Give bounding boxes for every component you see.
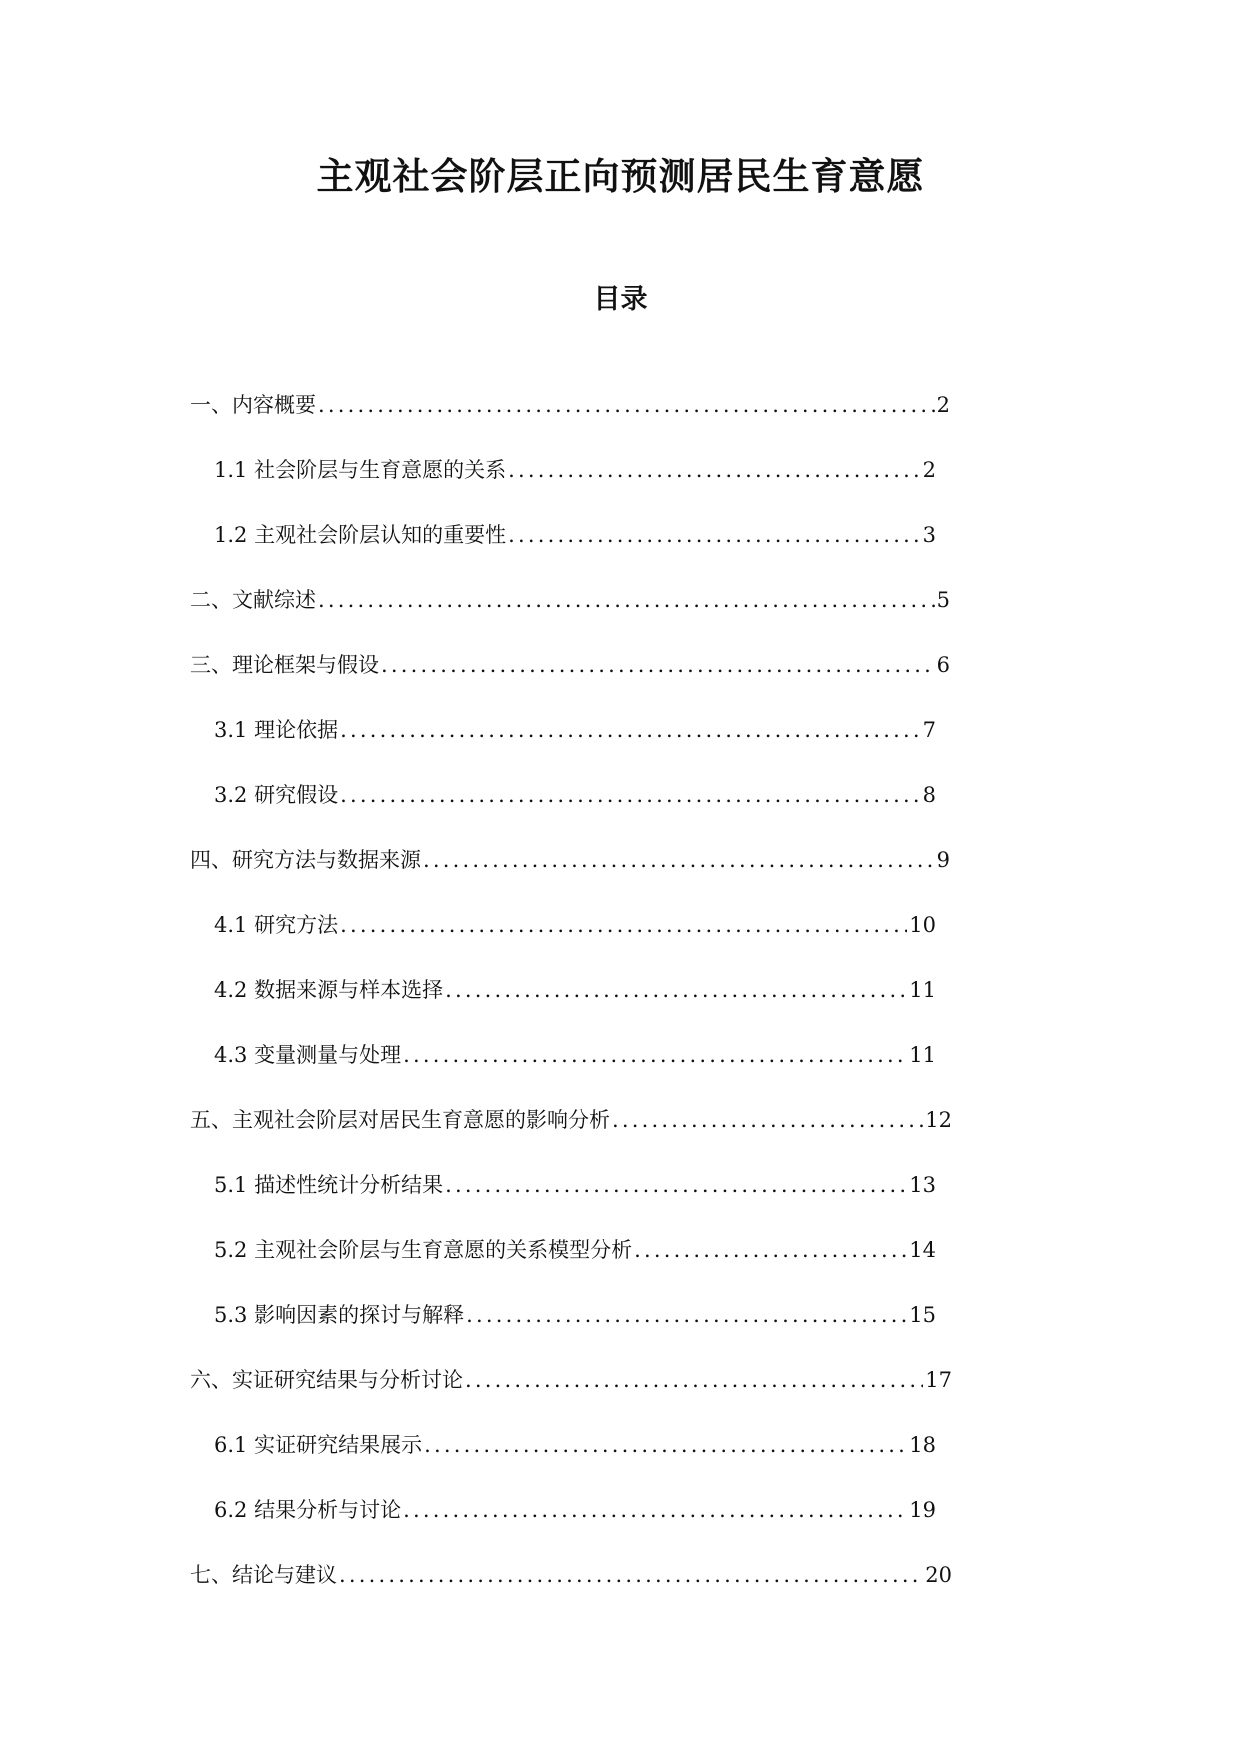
toc-entry-number: 1.1 [214,458,255,482]
toc-dot-leader [318,390,935,420]
toc-entry-number: 二、 [190,588,232,612]
toc-entry-label: 数据来源与样本选择 [254,978,444,1002]
toc-dot-leader [445,1170,907,1200]
toc-entry-page: 15 [909,1303,936,1327]
toc-entry-page: 11 [909,1043,936,1067]
toc-entry[interactable] [214,1300,936,1330]
toc-entry-number: 3.1 [214,718,255,742]
toc-dot-leader [466,1300,907,1330]
toc-entry[interactable] [214,1430,936,1460]
toc-entry[interactable] [190,585,950,615]
toc-entry-number: 6.2 [214,1498,255,1522]
toc-entry-label: 结果分析与讨论 [254,1498,402,1522]
toc-dot-leader [318,585,935,615]
toc-entry-number: 4.3 [214,1043,255,1067]
toc-dot-leader [612,1105,923,1135]
toc-entry-page: 2 [936,393,950,417]
toc-entry-page: 18 [909,1433,936,1457]
toc-dot-leader [340,780,921,810]
toc-entry-page: 9 [936,848,950,872]
toc-dot-leader [634,1235,907,1265]
toc-entry-page: 3 [922,523,936,547]
toc-entry-number: 1.2 [214,523,255,547]
toc-entry[interactable] [214,520,936,550]
toc-entry-label: 描述性统计分析结果 [254,1173,444,1197]
toc-entry-page: 13 [909,1173,936,1197]
toc-entry-label: 研究方法 [254,913,339,937]
toc-entry-page: 8 [922,783,936,807]
toc-entry-page: 12 [925,1108,952,1132]
toc-entry-page: 14 [909,1238,936,1262]
toc-dot-leader [381,650,935,680]
toc-entry[interactable] [190,1560,952,1590]
toc-entry-label: 社会阶层与生育意愿的关系 [254,458,507,482]
toc-entry-number: 一、 [190,393,232,417]
toc-entry-number: 4.1 [214,913,255,937]
toc-heading: 目录 [593,284,648,315]
toc-entry[interactable] [214,1040,936,1070]
toc-entry[interactable] [214,780,936,810]
toc-entry[interactable] [190,1365,952,1395]
toc-entry-label: 影响因素的探讨与解释 [254,1303,465,1327]
toc-entry-label: 主观社会阶层与生育意愿的关系模型分析 [254,1238,633,1262]
toc-entry-page: 7 [922,718,936,742]
toc-entry-label: 文献综述 [232,588,316,612]
toc-entry[interactable] [214,910,936,940]
toc-entry-page: 6 [936,653,950,677]
toc-entry-number: 4.2 [214,978,255,1002]
toc-entry[interactable] [214,975,936,1005]
toc-entry-label: 结论与建议 [232,1563,337,1587]
toc-entry-label: 变量测量与处理 [254,1043,402,1067]
toc-entry-number: 七、 [190,1563,232,1587]
toc-entry-number: 5.1 [214,1173,255,1197]
toc-entry-number: 5.3 [214,1303,255,1327]
toc-dot-leader [508,455,921,485]
toc-entry-label: 主观社会阶层对居民生育意愿的影响分析 [232,1108,610,1132]
toc-dot-leader [424,1430,907,1460]
toc-entry-page: 10 [909,913,936,937]
toc-entry-number: 三、 [190,653,232,677]
toc-entry-page: 2 [922,458,936,482]
toc-entry-label: 主观社会阶层认知的重要性 [254,523,507,547]
toc-entry[interactable] [190,390,950,420]
toc-dot-leader [340,715,921,745]
toc-entry[interactable] [214,715,936,745]
toc-entry-label: 研究方法与数据来源 [232,848,421,872]
toc-entry-label: 实证研究结果展示 [254,1433,423,1457]
toc-dot-leader [508,520,921,550]
toc-entry-page: 20 [925,1563,952,1587]
toc-dot-leader [340,910,907,940]
toc-entry-page: 17 [925,1368,952,1392]
toc-dot-leader [403,1495,907,1525]
toc-entry[interactable] [214,455,936,485]
toc-dot-leader [339,1560,923,1590]
toc-entry[interactable] [214,1495,936,1525]
toc-dot-leader [403,1040,907,1070]
toc-entry-page: 5 [936,588,950,612]
toc-dot-leader [445,975,907,1005]
toc-entry-number: 四、 [190,848,232,872]
toc-entry-number: 3.2 [214,783,255,807]
toc-entry-page: 19 [909,1498,936,1522]
toc-entry[interactable] [190,650,950,680]
document-title: 主观社会阶层正向预测居民生育意愿 [316,154,925,198]
toc-entry[interactable] [214,1235,936,1265]
toc-entry-label: 理论框架与假设 [232,653,379,677]
toc-entry-number: 5.2 [214,1238,255,1262]
toc-entry[interactable] [190,1105,952,1135]
toc-entry-label: 理论依据 [254,718,339,742]
toc-entry-label: 内容概要 [232,393,316,417]
toc-entry-label: 实证研究结果与分析讨论 [232,1368,463,1392]
toc-entry-label: 研究假设 [254,783,339,807]
toc-entry[interactable] [214,1170,936,1200]
toc-entry-number: 五、 [190,1108,232,1132]
toc-entry-number: 6.1 [214,1433,255,1457]
toc-entry[interactable] [190,845,950,875]
toc-entry-number: 六、 [190,1368,232,1392]
toc-dot-leader [465,1365,923,1395]
toc-entry-page: 11 [909,978,936,1002]
toc-dot-leader [423,845,935,875]
